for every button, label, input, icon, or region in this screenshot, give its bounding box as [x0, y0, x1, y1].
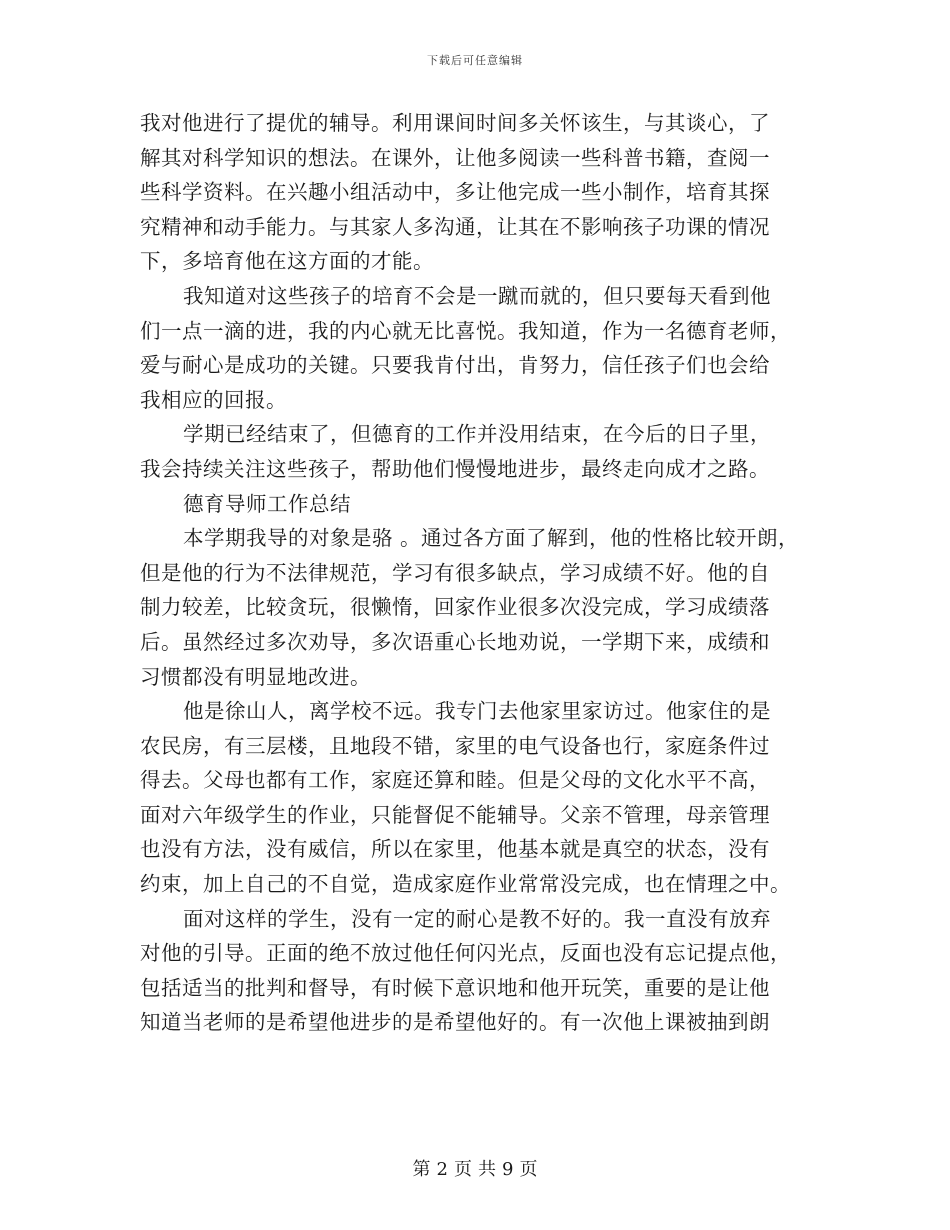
body-line-1: 我对他进行了提优的辅导。利用课间时间多关怀该生，与其谈心，了	[140, 111, 770, 135]
body-line-7: 们一点一滴的进，我的内心就无比喜悦。我知道，作为一名德育老师，	[140, 318, 791, 343]
body-line-23: 约束，加上自己的不自觉，造成家庭作业常常没完成，也在情理之中。	[140, 872, 791, 897]
body-line-9: 我相应的回报。	[140, 387, 287, 412]
body-line-3: 些科学资料。在兴趣小组活动中，多让他完成一些小制作，培育其探	[140, 180, 770, 205]
body-line-5: 下，多培育他在这方面的才能。	[140, 249, 434, 274]
document-body	[140, 106, 830, 1040]
body-line-16: 后。虽然经过多次劝导，多次语重心长地劝说，一学期下来，成绩和	[140, 629, 770, 654]
body-line-22: 也没有方法，没有威信，所以在家里，他基本就是真空的状态，没有	[140, 837, 770, 862]
body-line-8: 爱与耐心是成功的关键。只要我肯付出，肯努力，信任孩子们也会给	[140, 353, 770, 378]
body-line-4: 究精神和动手能力。与其家人多沟通，让其在不影响孩子功课的情况	[140, 214, 770, 239]
body-line-21: 面对六年级学生的作业，只能督促不能辅导。父亲不管理，母亲管理	[140, 802, 770, 827]
footer-prefix: 第	[412, 1159, 431, 1180]
footer-suffix: 页	[519, 1159, 538, 1180]
body-line-25: 对他的引导。正面的绝不放过他任何闪光点，反面也没有忘记提点他，	[140, 941, 791, 966]
body-line-19: 农民房，有三层楼，且地段不错，家里的电气设备也行，家庭条件过	[140, 733, 770, 758]
body-line-24: 面对这样的学生，没有一定的耐心是教不好的。我一直没有放弃	[183, 906, 771, 931]
body-line-15: 制力较差，比较贪玩，很懒惰，回家作业很多次没完成，学习成绩落	[140, 595, 770, 620]
body-line-20: 得去。父母也都有工作，家庭还算和睦。但是父母的文化水平不高，	[140, 768, 770, 793]
page-footer	[0, 1155, 950, 1181]
page-header: 下载后可任意编辑	[427, 54, 523, 67]
footer-total-pages: 9	[502, 1159, 514, 1180]
section-heading: 德育导师工作总结	[183, 491, 351, 516]
body-line-2: 解其对科学知识的想法。在课外，让他多阅读一些科普书籍，查阅一	[140, 145, 770, 170]
body-line-11: 我会持续关注这些孩子，帮助他们慢慢地进步，最终走向成才之路。	[140, 456, 770, 481]
body-line-10: 学期已经结束了，但德育的工作并没用结束，在今后的日子里，	[183, 422, 771, 447]
body-line-17: 习惯都没有明显地改进。	[140, 664, 371, 689]
body-line-26: 包括适当的批判和督导，有时候下意识地和他开玩笑，重要的是让他	[140, 975, 770, 1000]
footer-page-word: 页	[454, 1159, 472, 1180]
body-line-6: 我知道对这些孩子的培育不会是一蹴而就的，但只要每天看到他	[183, 283, 771, 308]
body-line-27: 知道当老师的是希望他进步的是希望他好的。有一次他上课被抽到朗	[140, 1010, 770, 1035]
body-line-13: 本学期我导的对象是骆 。通过各方面了解到，他的性格比较开朗，	[183, 526, 800, 551]
footer-current-page: 2	[436, 1159, 448, 1180]
body-line-18: 他是徐山人，离学校不远。我专门去他家里家访过。他家住的是	[183, 699, 771, 724]
footer-total-word: 共	[478, 1159, 496, 1180]
body-line-14: 但是他的行为不法律规范，学习有很多缺点，学习成绩不好。他的自	[140, 560, 770, 585]
